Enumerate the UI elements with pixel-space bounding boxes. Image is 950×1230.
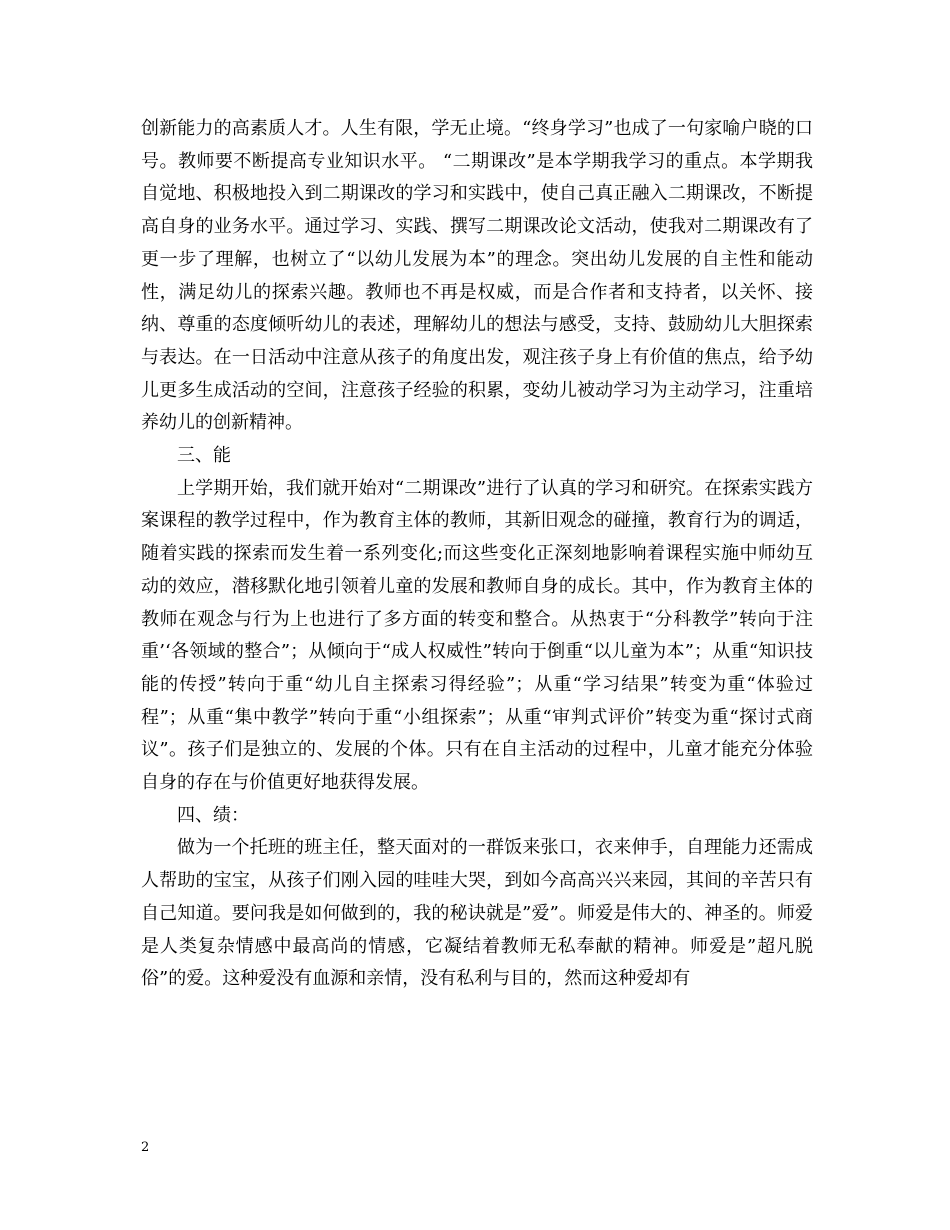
paragraph-continuation: 创新能力的高素质人才。人生有限，学无止境。“终身学习”也成了一句家喻户晓的口号。教师要不断提高专业知识水平。 “二期课改”是本学期我学习的重点。本学期我自觉地、积极地投入到二期课改的学习和实践中，使自己真正融入二期课改，不断提高自身的业务水平。通过学习、实践、撰写二期课改论文活动，使我对二期课改有了更一步了理解，也树立了“以幼儿发展为本”的理念。突出幼儿发展的自主性和能动性，满足幼儿的探索兴趣。教师也不再是权威，而是合作者和支持者，以关怀、接纳、尊重的态度倾听幼儿的表述，理解幼儿的想法与感受，支持、鼓励幼儿大胆探索与表达。在一日活动中注意从孩子的角度出发，观注孩子身上有价值的焦点，给予幼儿更多生成活动的空间，注意孩子经验的积累，变幼儿被动学习为主动学习，注重培养幼儿的创新精神。	[141, 118, 813, 434]
document-body	[141, 113, 813, 996]
section-heading-four: 四、绩：	[177, 804, 249, 826]
paragraph-section-four: 做为一个托班的班主任，整天面对的一群饭来张口，衣来伸手，自理能力还需成人帮助的宝宝，从孩子们刚入园的哇哇大哭，到如今高高兴兴来园，其间的辛苦只有自己知道。要问我是如何做到的，我的秘诀就是”爱”。师爱是伟大的、神圣的。师爱是人类复杂情感中最高尚的情感，它凝结着教师无私奉献的精神。师爱是”超凡脱俗”的爱。这种爱没有血源和亲情，没有私利与目的，然而这种爱却有	[141, 837, 813, 990]
paragraph-section-three: 上学期开始，我们就开始对“二期课改”进行了认真的学习和研究。在探索实践方案课程的教学过程中，作为教育主体的教师，其新旧观念的碰撞，教育行为的调适，随着实践的探索而发生着一系列变化;而这些变化正深刻地影响着课程实施中师幼互动的效应，潜移默化地引领着儿童的发展和教师自身的成长。其中，作为教育主体的教师在观念与行为上也进行了多方面的转变和整合。从热衷于“分科教学”转向于注重’‘各领域的整合”；从倾向于“成人权威性”转向于倒重“以儿童为本”；从重“知识技能的传授”转向于重“幼儿自主探索习得经验”；从重“学习结果”转变为重“体验过程”；从重“集中教学”转向于重“小组探索”；从重“审判式评价”转变为重“探讨式商议”。孩子们是独立的、发展的个体。只有在自主活动的过程中，儿童才能充分体验自身的存在与价值更好地获得发展。	[141, 477, 813, 794]
page-number: 2	[141, 1140, 150, 1155]
section-heading-three: 三、能	[177, 445, 231, 467]
